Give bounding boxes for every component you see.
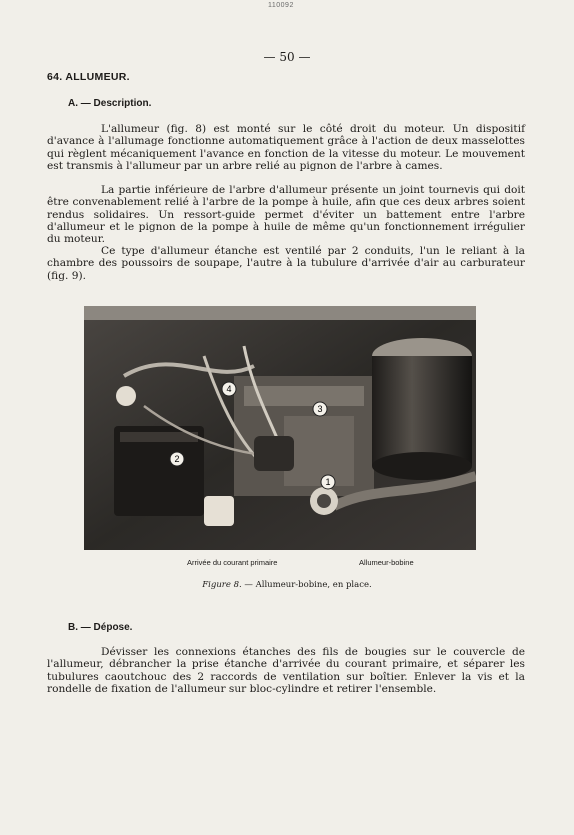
callout-3: 3 (317, 404, 323, 414)
figure-caption-text: — Allumeur-bobine, en place. (241, 580, 372, 590)
description-paragraph-3: Ce type d'allumeur étanche est ventilé par 2 conduits, l'un le reliant à la chambre des poussoirs de soupape, l'autre à la tubulure d'arrivée d'air au carburateur (fig. 9). (47, 245, 525, 282)
figure-caption-prefix: Figure 8. (202, 580, 242, 590)
figure-label-left: Arrivée du courant primaire (187, 558, 278, 567)
description-heading: A. — Description. (68, 98, 152, 109)
description-paragraph-2: La partie inférieure de l'arbre d'allumeur présente un joint tournevis qui doit être convenablement relié à l'arbre de la pompe à huile, afin que ces deux arbres soient rendus solidaires. Un ressort-guide permet d'éviter un battement entre l'arbre d'allumeur et le pignon de la pompe à huile de même qu'un fonctionnement irrégulier du moteur. (47, 184, 525, 246)
page-number: — 50 — (263, 50, 311, 64)
figure-caption (0, 580, 574, 590)
figure-label-right: Allumeur-bobine (359, 558, 414, 567)
section-title: 64. ALLUMEUR. (47, 71, 130, 83)
archive-stamp: 110092 (268, 2, 294, 9)
description-paragraph-1: L'allumeur (fig. 8) est monté sur le côté droit du moteur. Un dispositif d'avance à l'allumage fonctionne automatiquement grâce à l'action de deux masselottes qui règlent mécaniquement l'avance en fonction de la vitesse du moteur. Le mouvement est transmis à l'allumeur par un arbre relié au pignon de l'arbre à cames. (47, 123, 525, 172)
engine-photo-illustration (84, 306, 476, 550)
engine-photo (84, 306, 476, 550)
callout-2: 2 (174, 454, 180, 464)
depose-paragraph: Dévisser les connexions étanches des fils de bougies sur le couvercle de l'allumeur, débrancher la prise étanche d'arrivée du courant primaire, et séparer les tubulures caoutchouc des 2 raccords de ventilation sur boîtier. Enlever la vis et la rondelle de fixation de l'allumeur sur bloc-cylindre et retirer l'ensemble. (47, 646, 525, 695)
depose-heading: B. — Dépose. (68, 622, 133, 633)
callout-4: 4 (226, 384, 232, 394)
callout-1: 1 (325, 477, 331, 487)
